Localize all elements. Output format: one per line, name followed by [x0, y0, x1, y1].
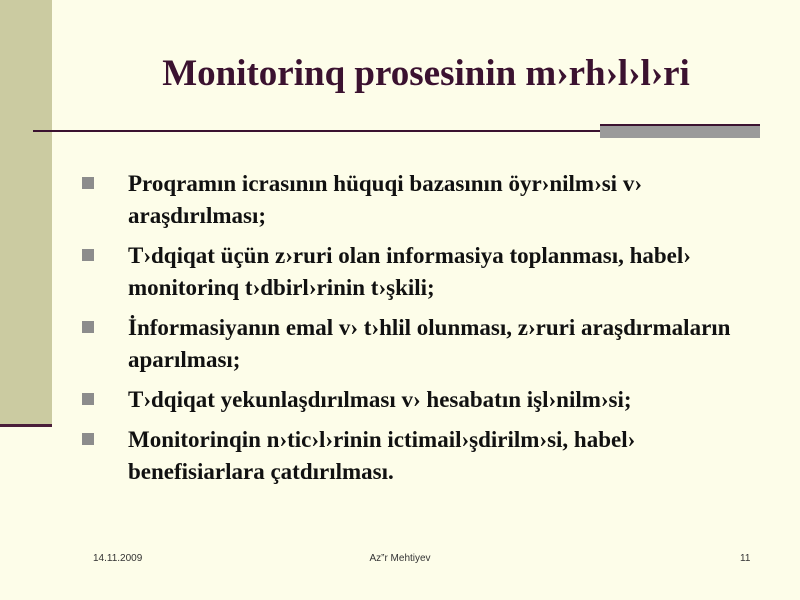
bullet-text: İnformasiyanın emal v› t›hlil olunması, z›ruri araşdırmaların aparılması;: [128, 315, 731, 372]
bullet-item-1: [82, 168, 742, 232]
bullet-item-4: [82, 384, 742, 416]
bullet-list: [82, 168, 742, 496]
bullet-text: T›dqiqat yekunlaşdırılması v› hesabatın işl›nilm›si;: [128, 387, 632, 412]
slide-title: Monitorinq prosesinin m›rh›l›l›ri: [162, 53, 690, 94]
footer-author: Az”r Mehtiyev: [369, 553, 431, 564]
square-bullet-icon: [82, 177, 94, 189]
square-bullet-icon: [82, 433, 94, 445]
title-underline: [33, 130, 600, 132]
bullet-item-5: [82, 424, 742, 488]
bullet-text: Proqramın icrasının hüquqi bazasının öyr›nilm›si v› araşdırılması;: [128, 171, 642, 228]
left-decorative-band: [0, 0, 52, 427]
left-band-rule: [0, 424, 52, 427]
square-bullet-icon: [82, 393, 94, 405]
bullet-item-2: [82, 240, 742, 304]
bullet-text: Monitorinqin n›tic›l›rinin ictimail›şdirilm›si, habel› benefisiarlara çatdırılması.: [128, 427, 636, 484]
bullet-item-3: [82, 312, 742, 376]
bullet-text: T›dqiqat üçün z›ruri olan informasiya toplanması, habel› monitorinq t›dbirl›rinin t›şkili;: [128, 243, 691, 300]
square-bullet-icon: [82, 249, 94, 261]
title-accent-bar: [600, 124, 760, 138]
square-bullet-icon: [82, 321, 94, 333]
footer-date: 14.11.2009: [93, 553, 143, 564]
footer-page-number: 11: [740, 553, 751, 564]
